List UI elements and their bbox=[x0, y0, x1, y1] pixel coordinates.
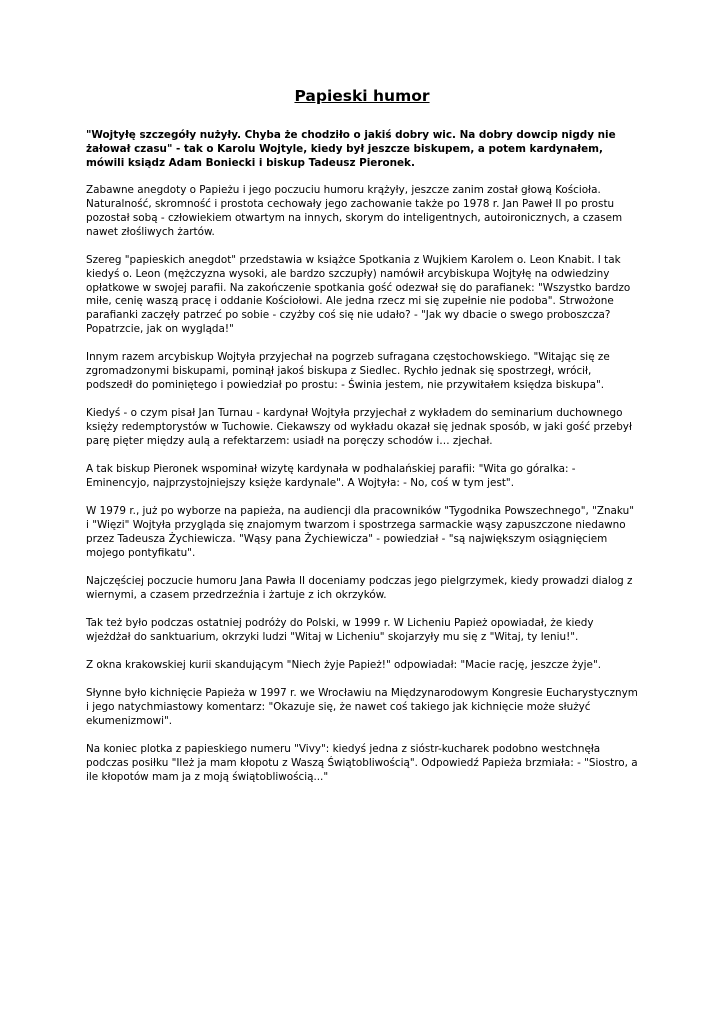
page-title: Papieski humor bbox=[294, 87, 430, 105]
paragraph-11: Na koniec plotka z papieskiego numeru "Vivy": kiedyś jedna z sióstr-kucharek podobno westchnęła podczas posiłku "Ileż ja mam kłopotu z Waszą Świątobliwością". Odpowiedź Papieża brzmiała: - "Siostro, a ile kłopotów mam ja z moją świątobliwością..." bbox=[86, 743, 638, 783]
lead-paragraph: "Wojtyłę szczegóły nużyły. Chyba że chodziło o jakiś dobry wic. Na dobry dowcip nigdy nie żałował czasu" - tak o Karolu Wojtyle, kiedy był jeszcze biskupem, a potem kardynałem, mówili ksiądz Adam Boniecki i biskup Tadeusz Pieronek. bbox=[86, 129, 616, 169]
paragraph-2: Szereg "papieskich anegdot" przedstawia w książce Spotkania z Wujkiem Karolem o. Leon Knabit. I tak kiedyś o. Leon (mężczyzna wysoki, ale bardzo szczupły) namówił arcybiskupa Wojtyłę na odwiedziny opłatkowe w swojej parafii. Na zakończenie spotkania gość odezwał się do parafianek: "Wszystko bardzo miłe, cenię waszą pracę i oddanie Kościołowi. Ale jedna rzecz mi się zupełnie nie podoba". Strwożone parafianki zaczęły patrzeć po sobie - czyżby coś się nie udało? - "Jak wy dbacie o swego proboszcza? Popatrzcie, jak on wygląda!" bbox=[86, 254, 631, 336]
paragraph-6: W 1979 r., już po wyborze na papieża, na audiencji dla pracowników "Tygodnika Powszechnego", "Znaku" i "Więzi" Wojtyła przygląda się znajomym twarzom i spostrzega sarmackie wąsy zapuszczone niedawno przez Tadeusza Żychiewicza. "Wąsy pana Żychiewicza" - powiedział - "są największym osiągnięciem mojego pontyfikatu". bbox=[86, 505, 634, 559]
paragraph-5: A tak biskup Pieronek wspominał wizytę kardynała w podhalańskiej parafii: "Wita go góralka: - Eminencyjo, najprzystojniejszy księże kardynale". A Wojtyła: - No, coś w tym jest". bbox=[86, 463, 576, 489]
paragraph-1: Zabawne anegdoty o Papieżu i jego poczuciu humoru krążyły, jeszcze zanim został głową Kościoła. Naturalność, skromność i prostota cechowały jego zachowanie także po 1978 r. Jan Paweł II po prostu pozostał sobą - człowiekiem otwartym na innych, skorym do inteligentnych, autoironicznych, a czasem nawet złośliwych żartów. bbox=[86, 184, 623, 238]
paragraph-10: Słynne było kichnięcie Papieża w 1997 r. we Wrocławiu na Międzynarodowym Kongresie Eucharystycznym i jego natychmiastowy komentarz: "Okazuje się, że nawet coś takiego jak kichnięcie może służyć ekumenizmowi". bbox=[86, 687, 638, 727]
paragraph-9: Z okna krakowskiej kurii skandującym "Niech żyje Papież!" odpowiadał: "Macie rację, jeszcze żyje". bbox=[86, 659, 602, 672]
paragraph-3: Innym razem arcybiskup Wojtyła przyjechał na pogrzeb sufragana częstochowskiego. "Witając się ze zgromadzonymi biskupami, pominął jakoś biskupa z Siedlec. Rychło jednak się spostrzegł, wrócił, podszedł do pominiętego i powiedział po prostu: - Świnia jestem, nie przywitałem księdza biskupa". bbox=[86, 351, 610, 391]
paragraph-4: Kiedyś - o czym pisał Jan Turnau - kardynał Wojtyła przyjechał z wykładem do seminarium duchownego księży redemptorystów w Tuchowie. Ciekawszy od wykładu okazał się jednak sposób, w jaki gość przebył parę pięter między aulą a refektarzem: usiadł na poręczy schodów i… zjechał. bbox=[86, 407, 632, 447]
paragraph-7: Najczęściej poczucie humoru Jana Pawła II doceniamy podczas jego pielgrzymek, kiedy prowadzi dialog z wiernymi, a czasem przedrzeźnia i żartuje z ich okrzyków. bbox=[86, 574, 633, 601]
paragraph-8: Tak też było podczas ostatniej podróży do Polski, w 1999 r. W Licheniu Papież opowiadał, że kiedy wjeżdżał do sanktuarium, okrzyki ludzi "Witaj w Licheniu" skojarzyły mu się z "Witaj, ty leniu!". bbox=[86, 617, 594, 643]
document-page bbox=[86, 86, 638, 799]
